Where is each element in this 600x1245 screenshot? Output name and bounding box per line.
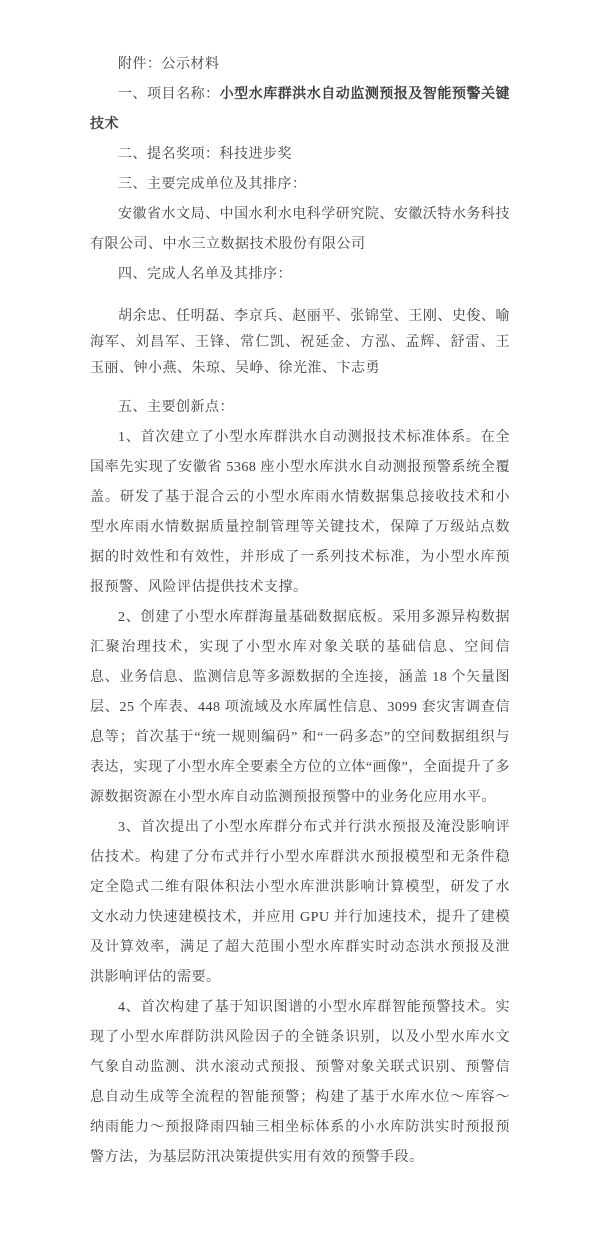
innovation-point-4: 4、首次构建了基于知识图谱的小型水库群智能预警技术。实现了小型水库群防洪风险因子的全链条识别，以及小型水库水文气象自动监测、洪水滚动式预报、预警对象关联式识别、预警信息自动生成等全流程的智能预警；构建了基于水库水位～库容～纳雨能力～预报降雨四轴三相坐标体系的小水库防洪实时预报预警方法，为基层防汛决策提供实用有效的预警手段。 (90, 1000, 510, 1165)
units-list: 安徽省水文局、中国水利水电科学研究院、安徽沃特水务科技有限公司、中水三立数据技术股份有限公司 (90, 207, 510, 252)
project-name-label: 一、项目名称： (118, 87, 220, 102)
project-name-value: 小型水库群洪水自动监测预报及智能预警关键技术 (90, 87, 511, 132)
innovations-heading: 五、主要创新点： (118, 400, 234, 415)
attachment-label: 附件：公示材料 (118, 57, 220, 72)
award-line: 二、提名奖项：科技进步奖 (118, 147, 292, 162)
innovation-point-1: 1、首次建立了小型水库群洪水自动测报技术标准体系。在全国率先实现了安徽省 5368 座小型水库洪水自动测报预警系统全覆盖。研发了基于混合云的小型水库雨水情数据集总接收技术和小型水库雨水情数据质量控制管理等关键技术，保障了万级站点数据的时效性和有效性，并形成了一系列技术标准，为小型水库预报预警、风险评估提供技术支撑。 (90, 430, 510, 595)
innovation-point-2: 2、创建了小型水库群海量基础数据底板。采用多源异构数据汇聚治理技术，实现了小型水库对象关联的基础信息、空间信息、业务信息、监测信息等多源数据的全连接，涵盖 18 个矢量图层、25 个库表、448 项流域及水库属性信息、3099 套灾害调查信息等；首次基于“统一规则编码” 和“一码多态”的空间数据组织与表达，实现了小型水库全要素全方位的立体“画像”，全面提升了多源数据资源在小型水库自动监测预报预警中的业务化应用水平。 (90, 610, 510, 805)
innovation-point-3: 3、首次提出了小型水库群分布式并行洪水预报及淹没影响评估技术。构建了分布式并行小型水库群洪水预报模型和无条件稳定全隐式二维有限体积法小型水库泄洪影响计算模型，研发了水文水动力快速建模技术，并应用 GPU 并行加速技术，提升了建模及计算效率，满足了超大范围小型水库群实时动态洪水预报及泄洪影响评估的需要。 (90, 820, 510, 985)
people-list: 胡余忠、任明磊、李京兵、赵丽平、张锦堂、王刚、史俊、喻海军、刘昌军、王锋、常仁凯、祝延金、方泓、孟辉、舒雷、王玉丽、钟小燕、朱琼、吴峥、徐光淮、卞志勇 (90, 309, 510, 376)
project-name-line (90, 80, 510, 140)
people-heading: 四、完成人名单及其排序： (118, 267, 292, 282)
units-heading: 三、主要完成单位及其排序： (118, 177, 307, 192)
